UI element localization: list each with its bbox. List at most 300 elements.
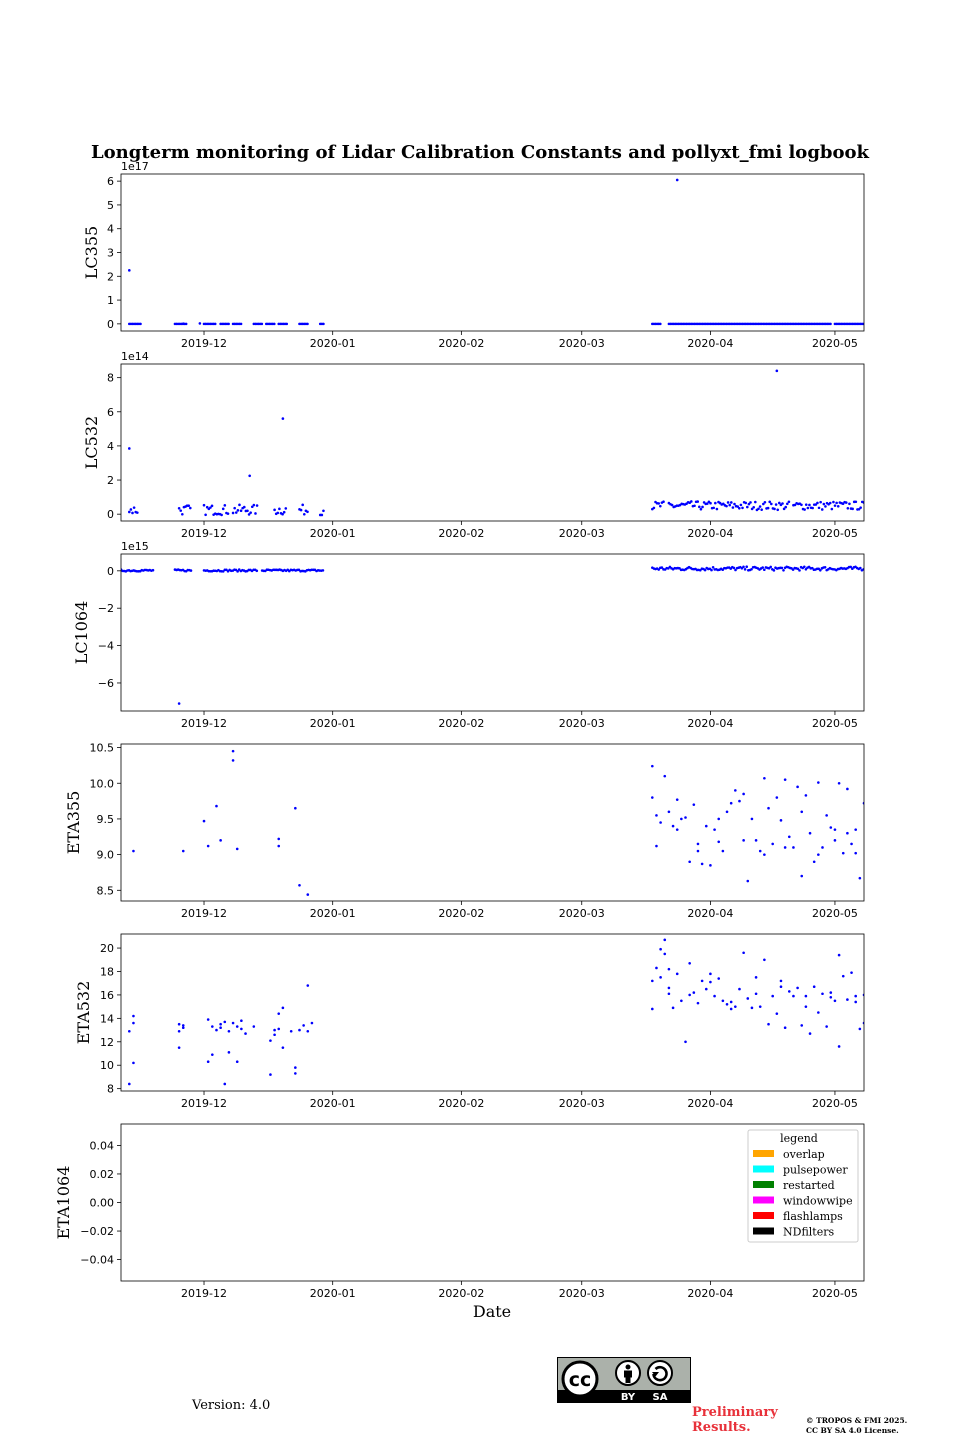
legend-swatch (753, 1228, 774, 1235)
data-point (800, 504, 803, 507)
data-point (294, 1066, 297, 1069)
data-point (187, 504, 190, 507)
data-point (651, 796, 654, 799)
data-point (759, 505, 762, 508)
x-tick-label: 2020-04 (687, 1287, 734, 1300)
data-points (120, 565, 865, 704)
data-point (651, 1008, 654, 1011)
legend-title: legend (780, 1132, 818, 1145)
data-points (128, 179, 865, 326)
data-point (306, 984, 309, 987)
legend-swatch (753, 1197, 774, 1204)
data-point (219, 1023, 222, 1026)
axis-multiplier: 1e17 (121, 160, 149, 173)
data-point (727, 501, 730, 504)
data-point (710, 569, 713, 572)
data-point (771, 843, 774, 846)
data-point (189, 507, 192, 510)
y-tick-label: 5 (107, 198, 114, 212)
legend-label: windowwipe (783, 1194, 853, 1208)
data-point (751, 1007, 754, 1010)
data-point (215, 805, 218, 808)
data-point (290, 1030, 293, 1033)
legend-label: overlap (783, 1148, 825, 1161)
copyright-line-2: CC BY SA 4.0 License. (806, 1426, 899, 1435)
data-point (204, 513, 207, 516)
data-point (734, 789, 737, 792)
data-point (776, 508, 779, 511)
data-point (705, 825, 708, 828)
data-point (233, 507, 236, 510)
data-point (726, 810, 729, 813)
data-point (238, 504, 241, 507)
axes-frame (121, 554, 864, 711)
data-point (752, 506, 755, 509)
data-point (709, 502, 712, 505)
data-point (232, 512, 235, 515)
data-point (178, 1046, 181, 1049)
data-point (227, 512, 230, 515)
legend-label: flashlamps (783, 1210, 843, 1223)
data-point (854, 1001, 857, 1004)
data-point (322, 509, 325, 512)
data-point (854, 852, 857, 855)
legend-swatch (753, 1150, 774, 1157)
data-point (780, 819, 783, 822)
y-tick-label: 4 (107, 222, 114, 236)
data-point (730, 501, 733, 504)
y-axis-label: LC355 (82, 225, 101, 280)
data-point (211, 505, 214, 508)
y-tick-label: 9.5 (96, 812, 114, 826)
cc-by-sa-icon (557, 1357, 691, 1403)
data-point (811, 507, 814, 510)
data-point (261, 323, 264, 326)
data-point (659, 821, 662, 824)
data-point (676, 828, 679, 831)
license-sa: SA (652, 1392, 668, 1403)
data-point (714, 502, 717, 505)
data-point (132, 1022, 135, 1025)
axis-multiplier: 1e15 (121, 540, 149, 553)
y-tick-label: 0.04 (89, 1139, 114, 1153)
data-point (813, 860, 816, 863)
data-points (128, 370, 865, 517)
data-point (850, 971, 853, 974)
data-point (829, 502, 832, 505)
data-point (834, 828, 837, 831)
data-point (809, 832, 812, 835)
y-tick-label: 10.0 (89, 777, 114, 791)
data-point (680, 999, 683, 1002)
data-point (236, 848, 239, 851)
y-tick-label: −0.02 (80, 1225, 114, 1239)
data-point (788, 835, 791, 838)
data-point (738, 800, 741, 803)
data-point (782, 569, 785, 572)
data-point (746, 880, 749, 883)
data-point (697, 843, 700, 846)
x-tick-label: 2020-02 (438, 1097, 485, 1110)
data-point (282, 417, 285, 420)
data-point (784, 778, 787, 781)
x-tick-label: 2019-12 (181, 337, 228, 350)
data-point (283, 511, 286, 514)
data-point (817, 853, 820, 856)
data-point (311, 1022, 314, 1025)
data-point (130, 508, 133, 511)
data-point (237, 509, 240, 512)
data-point (775, 503, 778, 506)
data-point (659, 505, 662, 508)
data-point (834, 999, 837, 1002)
data-point (770, 503, 773, 506)
data-point (781, 502, 784, 505)
data-point (784, 846, 787, 849)
data-point (717, 977, 720, 980)
legend (748, 1130, 858, 1242)
data-point (705, 988, 708, 991)
data-point (278, 508, 281, 511)
data-point (240, 323, 243, 326)
data-point (698, 506, 701, 509)
data-point (733, 567, 736, 570)
data-point (688, 994, 691, 997)
y-axis-label: ETA532 (74, 980, 93, 1045)
data-point (128, 269, 131, 272)
data-point (742, 793, 745, 796)
data-point (253, 1025, 256, 1028)
data-point (792, 995, 795, 998)
data-point (659, 323, 662, 326)
y-tick-label: 16 (100, 988, 114, 1002)
data-point (834, 504, 837, 507)
data-point (136, 511, 139, 514)
data-point (807, 507, 810, 510)
figure-title: Longterm monitoring of Lidar Calibration Constants and pollyxt_fmi logbook (91, 142, 869, 163)
svg-text:cc: cc (568, 1369, 592, 1391)
data-point (668, 810, 671, 813)
data-point (133, 506, 136, 509)
data-point (722, 850, 725, 853)
data-point (676, 973, 679, 976)
x-tick-label: 2020-02 (438, 907, 485, 920)
y-axis-label: LC532 (82, 415, 101, 470)
data-point (676, 798, 679, 801)
x-tick-label: 2020-04 (687, 907, 734, 920)
x-tick-label: 2020-03 (558, 337, 605, 350)
data-point (755, 839, 758, 842)
data-point (139, 323, 142, 326)
data-point (207, 845, 210, 848)
copyright-notice (806, 1416, 946, 1436)
data-point (749, 501, 752, 504)
x-tick-label: 2020-03 (558, 527, 605, 540)
y-tick-label: 2 (107, 474, 114, 488)
data-point (805, 794, 808, 797)
data-point (273, 509, 276, 512)
x-tick-label: 2020-03 (558, 717, 605, 730)
data-point (132, 850, 135, 853)
subplot-lc1064 (72, 540, 865, 730)
subplot-eta355 (64, 742, 865, 920)
data-point (298, 884, 301, 887)
y-tick-label: 18 (100, 965, 114, 979)
data-point (786, 503, 789, 506)
x-tick-label: 2020-05 (811, 337, 858, 350)
data-point (178, 507, 181, 510)
x-tick-label: 2019-12 (181, 1287, 228, 1300)
data-point (744, 568, 747, 571)
data-point (659, 948, 662, 951)
data-point (273, 323, 276, 326)
data-point (285, 323, 288, 326)
data-point (211, 1053, 214, 1056)
data-point (277, 1012, 280, 1015)
data-point (859, 877, 862, 880)
data-point (773, 508, 776, 511)
data-point (220, 514, 223, 517)
data-point (132, 1015, 135, 1018)
data-point (152, 569, 155, 572)
data-point (862, 568, 865, 571)
x-tick-label: 2020-04 (687, 337, 734, 350)
subplot-lc355 (82, 160, 865, 350)
data-point (847, 507, 850, 510)
data-point (760, 508, 763, 511)
data-point (842, 975, 845, 978)
y-tick-label: 12 (100, 1035, 114, 1049)
x-tick-label: 2020-04 (687, 717, 734, 730)
x-tick-label: 2020-01 (309, 1287, 356, 1300)
data-point (273, 1029, 276, 1032)
data-point (829, 323, 832, 326)
legend-swatch (753, 1181, 774, 1188)
data-point (663, 775, 666, 778)
data-point (759, 850, 762, 853)
data-point (722, 999, 725, 1002)
data-point (269, 1039, 272, 1042)
data-point (306, 511, 309, 514)
data-point (829, 991, 832, 994)
data-point (244, 1032, 247, 1035)
subplot-eta532 (74, 934, 865, 1110)
data-point (742, 951, 745, 954)
data-point (306, 1030, 309, 1033)
data-point (725, 505, 728, 508)
data-points (132, 750, 865, 896)
data-point (663, 953, 666, 956)
data-point (178, 1030, 181, 1033)
axis-multiplier: 1e14 (121, 350, 149, 363)
data-point (780, 980, 783, 983)
data-point (211, 1025, 214, 1028)
data-point (235, 511, 238, 514)
data-point (203, 820, 206, 823)
data-point (854, 995, 857, 998)
y-tick-label: 10.5 (89, 741, 114, 755)
data-point (798, 569, 801, 572)
data-point (294, 807, 297, 810)
data-point (817, 1011, 820, 1014)
y-tick-label: −4 (97, 639, 114, 653)
data-point (764, 501, 767, 504)
data-point (738, 988, 741, 991)
data-point (300, 509, 303, 512)
data-point (763, 958, 766, 961)
data-point (734, 1005, 737, 1008)
y-tick-label: 14 (100, 1012, 114, 1026)
data-point (709, 973, 712, 976)
data-point (182, 850, 185, 853)
data-point (742, 839, 745, 842)
x-tick-label: 2020-05 (811, 907, 858, 920)
data-point (701, 980, 704, 983)
data-point (128, 1030, 131, 1033)
x-axis-label: Date (472, 1302, 512, 1321)
y-tick-label: 2 (107, 270, 114, 284)
data-point (688, 962, 691, 965)
data-point (784, 1026, 787, 1029)
data-point (767, 1023, 770, 1026)
data-point (854, 828, 857, 831)
data-point (672, 1007, 675, 1010)
data-point (655, 967, 658, 970)
data-point (232, 1022, 235, 1025)
data-point (757, 507, 760, 510)
x-tick-label: 2020-05 (811, 527, 858, 540)
data-point (199, 322, 202, 325)
license-by: BY (620, 1392, 636, 1403)
data-point (845, 501, 848, 504)
data-point (228, 1051, 231, 1054)
data-point (688, 860, 691, 863)
data-point (800, 1024, 803, 1027)
data-point (825, 814, 828, 817)
data-point (659, 976, 662, 979)
data-point (236, 1060, 239, 1063)
x-tick-label: 2020-02 (438, 1287, 485, 1300)
x-tick-label: 2020-02 (438, 717, 485, 730)
y-tick-label: 0.00 (89, 1196, 114, 1210)
data-point (214, 323, 217, 326)
data-point (302, 1024, 305, 1027)
data-point (746, 997, 749, 1000)
data-point (653, 507, 656, 510)
data-point (651, 765, 654, 768)
data-point (709, 981, 712, 984)
data-point (128, 511, 131, 514)
data-point (696, 500, 699, 503)
x-tick-label: 2020-03 (558, 1097, 605, 1110)
data-point (248, 474, 251, 477)
data-point (253, 504, 256, 507)
data-point (178, 702, 181, 705)
y-tick-label: −6 (97, 676, 114, 690)
data-point (693, 991, 696, 994)
y-tick-label: −0.04 (80, 1253, 114, 1267)
data-point (803, 565, 806, 568)
data-point (294, 1072, 297, 1075)
y-tick-label: 8.5 (96, 884, 114, 898)
data-point (763, 568, 766, 571)
x-tick-label: 2020-02 (438, 337, 485, 350)
data-point (219, 1026, 222, 1029)
data-point (846, 998, 849, 1001)
data-point (825, 1025, 828, 1028)
data-point (303, 513, 306, 516)
data-point (805, 503, 808, 506)
data-point (232, 759, 235, 762)
data-point (215, 1029, 218, 1032)
data-point (769, 566, 772, 569)
data-point (690, 500, 693, 503)
data-point (277, 838, 280, 841)
data-point (182, 1026, 185, 1029)
data-point (821, 508, 824, 511)
data-point (697, 850, 700, 853)
x-tick-label: 2019-12 (181, 907, 228, 920)
data-point (745, 565, 748, 568)
x-tick-label: 2020-01 (309, 527, 356, 540)
data-point (834, 839, 837, 842)
y-tick-label: 1 (107, 294, 114, 308)
x-tick-label: 2020-04 (687, 1097, 734, 1110)
legend-swatch (753, 1212, 774, 1219)
data-point (838, 782, 841, 785)
data-point (730, 1008, 733, 1011)
data-point (223, 1083, 226, 1086)
data-point (730, 802, 733, 805)
data-point (750, 568, 753, 571)
x-tick-label: 2020-02 (438, 527, 485, 540)
data-point (728, 504, 731, 507)
data-points (128, 939, 865, 1086)
data-point (837, 505, 840, 508)
data-point (680, 818, 683, 821)
data-point (851, 508, 854, 511)
data-point (848, 502, 851, 505)
data-point (831, 508, 834, 511)
data-point (663, 939, 666, 942)
data-point (701, 506, 704, 509)
data-point (668, 968, 671, 971)
data-point (805, 1005, 808, 1008)
data-point (818, 507, 821, 510)
data-point (855, 500, 858, 503)
y-tick-label: 9.0 (96, 848, 114, 862)
axes-frame (121, 744, 864, 901)
data-point (179, 509, 182, 512)
legend-label: pulsepower (783, 1163, 848, 1177)
data-point (128, 447, 131, 450)
data-point (726, 1003, 729, 1006)
data-point (668, 992, 671, 995)
data-point (284, 507, 287, 510)
data-point (321, 514, 324, 517)
data-point (709, 864, 712, 867)
data-point (842, 852, 845, 855)
data-point (222, 508, 225, 511)
data-point (829, 826, 832, 829)
data-point (684, 816, 687, 819)
axes-frame (121, 174, 864, 331)
y-tick-label: 4 (107, 439, 114, 453)
data-point (846, 832, 849, 835)
data-point (846, 788, 849, 791)
data-point (744, 502, 747, 505)
x-tick-label: 2019-12 (181, 717, 228, 730)
